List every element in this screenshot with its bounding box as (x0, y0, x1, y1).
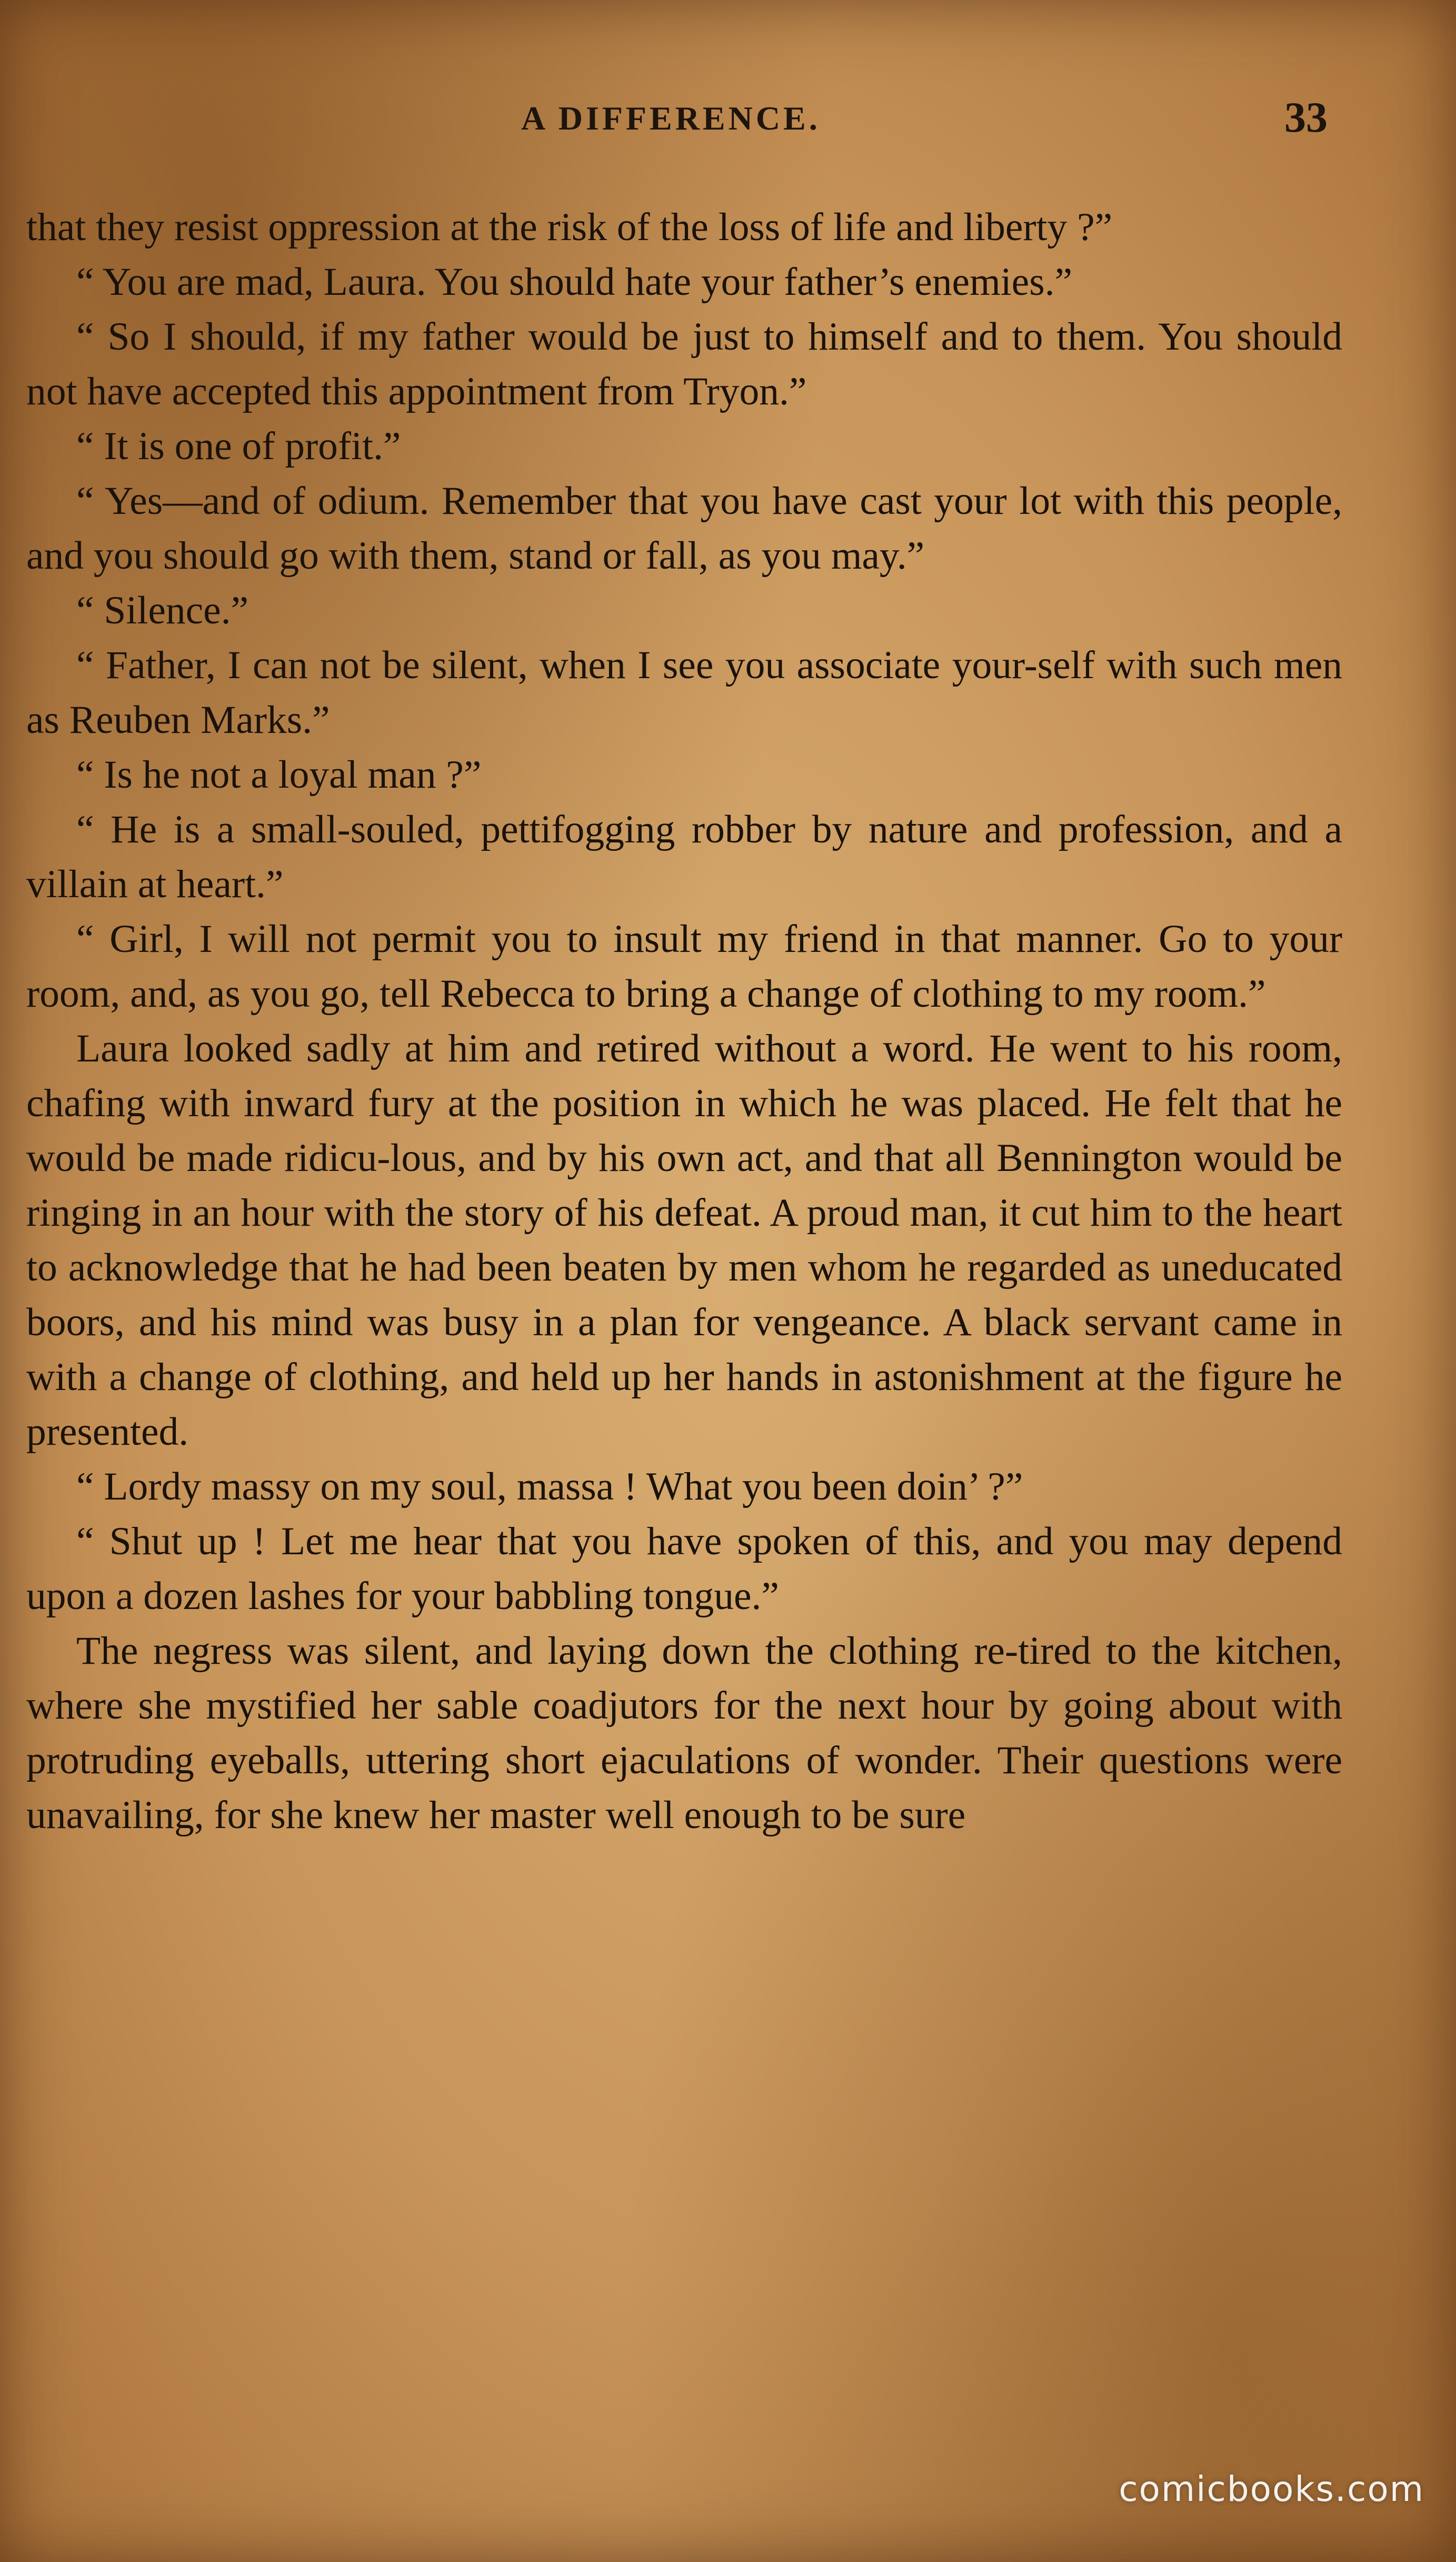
paragraph: “ It is one of profit.” (76, 424, 401, 468)
body-text (26, 200, 1342, 2438)
chapter-heading: A DIFFERENCE. (521, 100, 821, 137)
paragraph: “ Lordy massy on my soul, massa ! What you been doin’ ?” (76, 1465, 1023, 1508)
page-number: 33 (1284, 93, 1328, 141)
paragraph: “ Shut up ! Let me hear that you have spoken of this, and you may depend upon a dozen lashes for your babbling tongue.” (26, 1520, 1342, 1618)
paragraph: “ Is he not a loyal man ?” (76, 753, 482, 797)
watermark: comicbooks.com (1119, 2469, 1424, 2509)
paragraph: “ He is a small-souled, pettifogging robber by nature and profession, and a villain at heart.” (26, 808, 1342, 906)
paragraph: “ So I should, if my father would be just to himself and to them. You should not have accepted this appointment from Tryon.” (26, 315, 1342, 413)
paragraph: “ Silence.” (76, 589, 248, 632)
paragraph: “ Father, I can not be silent, when I see you associate your-self with such men as Reuben Marks.” (26, 643, 1342, 742)
paragraph: “ Yes—and of odium. Remember that you have cast your lot with this people, and you should go with them, stand or fall, as you may.” (26, 479, 1342, 578)
paragraph: “ Girl, I will not permit you to insult my friend in that manner. Go to your room, and, as you go, tell Rebecca to bring a change of clothing to my room.” (26, 917, 1342, 1016)
paragraph: “ You are mad, Laura. You should hate your father’s enemies.” (76, 260, 1072, 304)
paragraph: The negress was silent, and laying down the clothing re-tired to the kitchen, where she mystified her sable coadjutors for the next hour by going about with protruding eyeballs, uttering short ejaculations of wonder. Their questions were unavailing, for she knew her master well enough to be sure (26, 1629, 1342, 1837)
paragraph: that they resist oppression at the risk of the loss of life and liberty ?” (26, 205, 1113, 249)
running-head (0, 88, 1456, 146)
paragraph: Laura looked sadly at him and retired without a word. He went to his room, chafing with inward fury at the position in which he was placed. He felt that he would be made ridicu-lous, and by his own act, and that all Bennington would be ringing in an hour with the story of his defeat. A proud man, it cut him to the heart to acknowledge that he had been beaten by men whom he regarded as uneducated boors, and his mind was busy in a plan for vengeance. A black servant came in with a change of clothing, and held up her hands in astonishment at the figure he presented. (26, 1027, 1342, 1454)
